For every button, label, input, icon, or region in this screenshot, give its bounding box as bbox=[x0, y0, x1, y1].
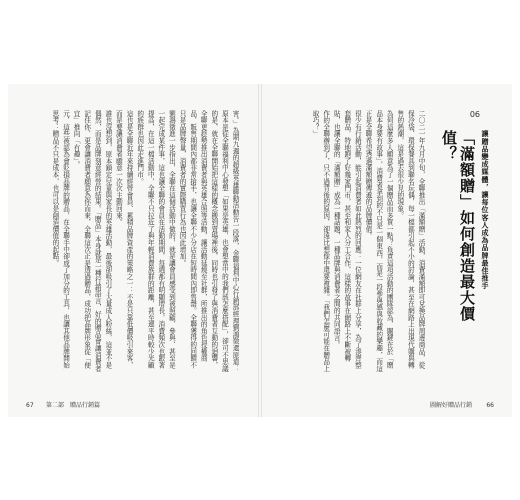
right-body-text: 二〇二一年九月中旬，全聯推出「滿額贈」活動，消費滿額即可兌換品牌周邊商品，從保冷袋、環保餐具到聯名玩偶，每一檔都引起不小的討論，甚至在網路上出現代購與轉售的熱潮，這是過去很少見的現象。 為何這麼多人願意為了一個贈品而多買一點？負責這項活動的團隊認為，關鍵在於「贈品本身要有故事」，消費者拿到的不只是一個東西，而是一段參與感與收藏的樂趣，而這正是全聯希望透過滿額贈傳遞的品牌價值。 很少有行銷活動，能引起消費者如此熱烈的回應：一位網友在社群上分享，為了湊齊整套贈品，特地跑了好幾家門市，甚至和家人分工合作，這樣的故事在網路上不斷被轉貼，也讓全聯的「滿額贈」成為一種話題，一種品牌與消費者之間的共同語言。 作的全聯辦到了，只不過背後的原因，卻遠比想像中還要複雜。「我們怎麼可能在贈品上取巧？」 bbox=[311, 110, 425, 372]
chapter-title: 「滿額贈」如何創造最大價值？ bbox=[440, 130, 476, 322]
left-section-label: 第二部 贈品行銷篇 bbox=[46, 402, 101, 409]
right-page bbox=[262, 84, 512, 417]
left-page bbox=[8, 84, 258, 417]
chapter-subtitle: 讓贈品變成媒體，讓每位客人成為品牌最佳推手 bbox=[481, 130, 490, 290]
right-page-number: 66 bbox=[486, 402, 494, 409]
right-book-label: 圖解好贈品行銷 bbox=[429, 402, 472, 409]
book-spread bbox=[8, 84, 512, 417]
chapter-number: 06 bbox=[469, 110, 480, 119]
left-body-text: 害。」為期九週的超級英雄聯動活動告一段落，金聯福利中心行銷部經理劉鴻徵還原道：原本是從全聯福利中心發想「如果是英雄，也會想當中的我們該怎麼搭配」，卻可不思議的是，就在全聯開始把這樣的概念搬到賣場裡後，同時也引發了與消費者互動的迴響，全聯更趁勢推出消費者與英雄合照等活動，讓活動延燒至社群，所推出的角色授權商品，販售期間內都非常搶手，也讓全聯不少分店在短時間內即售罄。全聯獲得的回饋不只是品牌聲量，消費者的實際購買行為也因此增加。 劉鴻徵進一步指出，全聯在這個活動中做的，就是讓會員感受到被照顧、參與、甚至是一起完成某件事，這也讓全聯的會員在活動期間，每週都有明顯增長，消費頻次也跟著提高，在這一檔活動中，全聯不只拉近了與年輕消費族群的距離，甚至連平時較少光顧的族群也因此走進門市。 這也是全聯近年來持續經營會員、累積品牌資產的策略之一：不是只靠低價吸引來客，而是要讓消費者願意一次次主動回來。 誰也沒想到，原本鎖定兒童與家長的英雄活動，最後卻吸引了大量成人粉絲，這並不是偶然，而是品牌刻意經營的結果。「贈品」本身就是一種行銷語言，好的贈品會讓消費者記住你，更會讓消費者願意為你而來，全聯這次正是透過贈品，成功把品牌形象從「便宜」推向「有趣」。 元，這些被認為會貶損品牌的贈品，在全聯手中卻成了加分的工具，也讓其他品牌開始思考：贈品不只是成本，也可以是創造價值的起點。 bbox=[50, 110, 239, 372]
left-page-number: 67 bbox=[26, 402, 34, 409]
